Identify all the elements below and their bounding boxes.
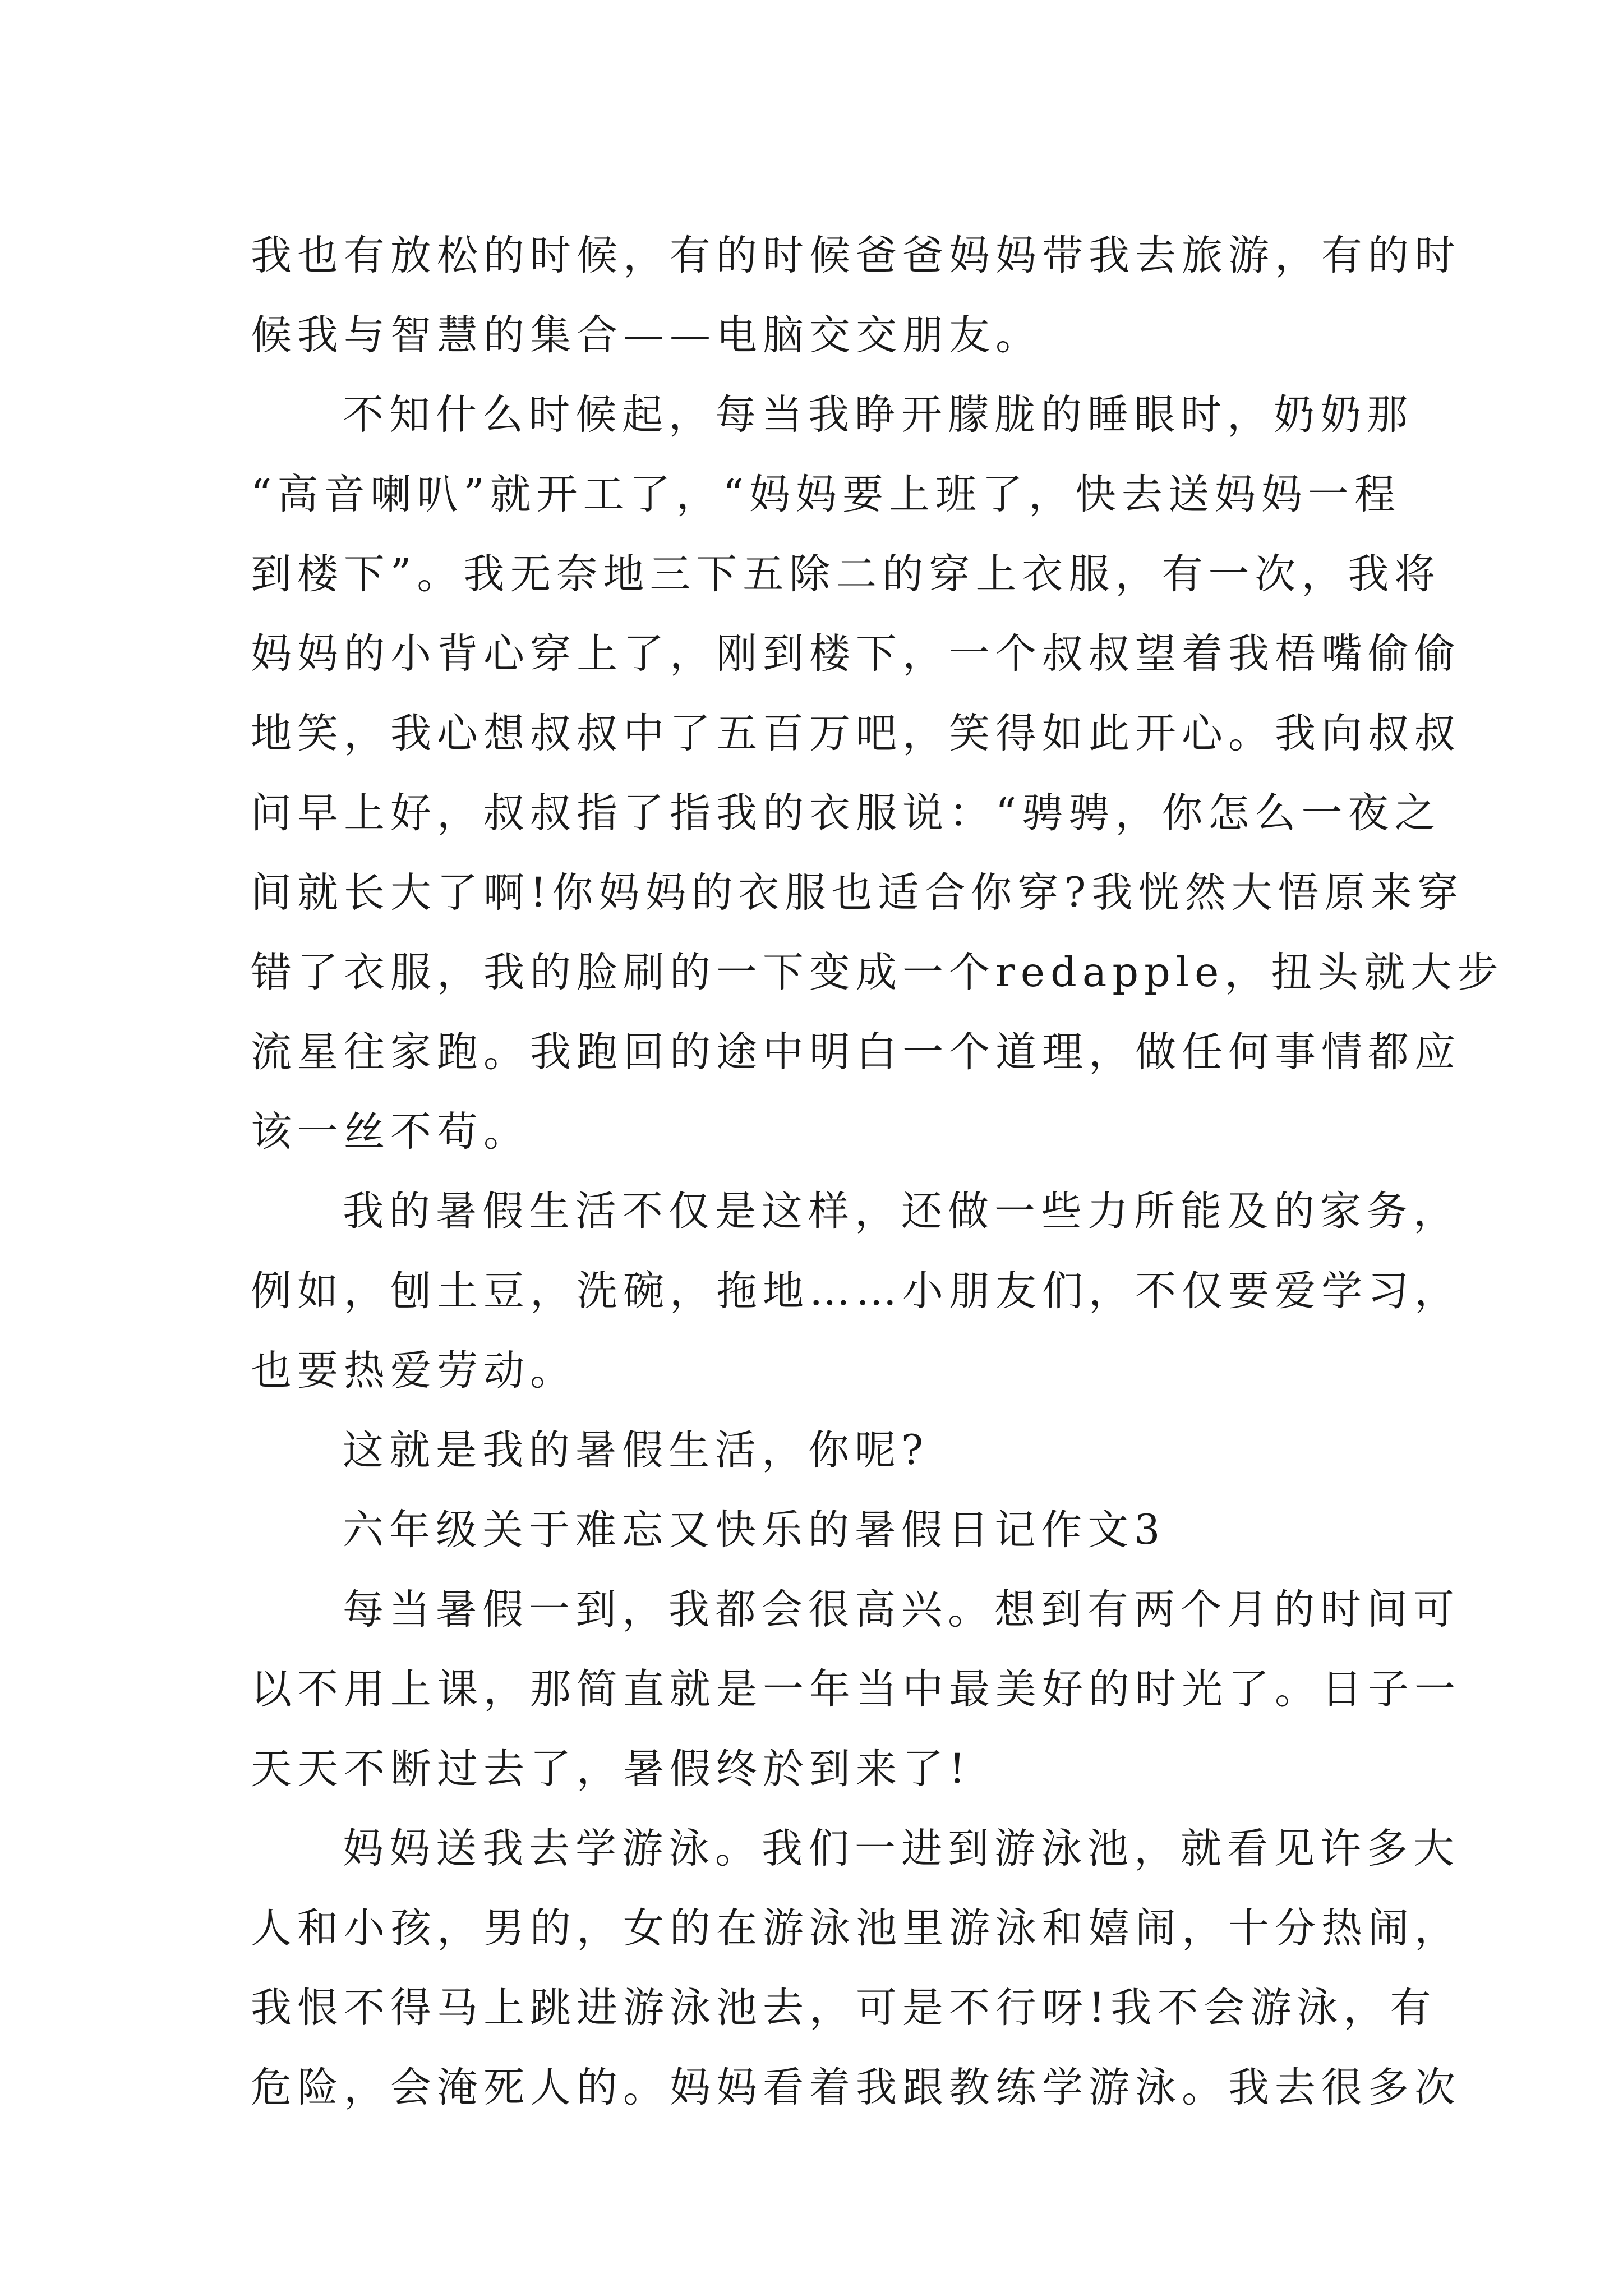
text-line: 错了衣服，我的脸刷的一下变成一个redapple，扭头就大步 [251,949,1504,996]
text-line: 天天不断过去了，暑假终於到来了! [251,1745,971,1793]
paragraph [251,1570,1461,1809]
text-line: 妈妈送我去学游泳。我们一进到游泳池，就看见许多大 [343,1825,1460,1872]
text-line: 到楼下”。我无奈地三下五除二的穿上衣服，有一次，我将 [251,550,1441,598]
paragraph [251,1172,1461,1411]
text-line: 危险，会淹死人的。妈妈看着我跟教练学游泳。我去很多次 [251,2064,1461,2111]
text-line: 间就长大了啊!你妈妈的衣服也适合你穿?我恍然大悟原来穿 [251,869,1464,917]
text-line: 问早上好，叔叔指了指我的衣服说：“骋骋，你怎么一夜之 [251,789,1441,837]
text-line: 候我与智慧的集合——电脑交交朋友。 [251,311,1042,359]
section-heading [251,1490,1384,1570]
paragraph [251,1411,1384,1490]
paragraph [251,216,1461,375]
paragraph [251,1809,1461,2128]
text-line: 我的暑假生活不仅是这样，还做一些力所能及的家务， [343,1188,1460,1235]
text-line: 我恨不得马上跳进游泳池去，可是不行呀!我不会游泳，有 [251,1984,1437,2032]
text-line: 地笑，我心想叔叔中了五百万吧，笑得如此开心。我向叔叔 [251,710,1461,757]
text-line: 例如，刨土豆，洗碗，拖地……小朋友们，不仅要爱学习， [251,1267,1461,1315]
document-body [251,216,1504,2128]
text-line: 流星往家跑。我跑回的途中明白一个道理，做任何事情都应 [251,1028,1461,1076]
paragraph [251,375,1504,1172]
text-line: 也要热爱劳动。 [251,1347,577,1395]
text-line: 每当暑假一到，我都会很高兴。想到有两个月的时间可 [343,1586,1460,1634]
text-line: 以不用上课，那简直就是一年当中最美好的时光了。日子一 [251,1665,1461,1713]
text-line: 这就是我的暑假生活，你呢? [343,1427,929,1474]
text-line: 六年级关于难忘又快乐的暑假日记作文3 [343,1506,1166,1554]
text-line: “高音喇叭”就开工了，“妈妈要上班了，快去送妈妈一程 [251,471,1401,518]
text-line: 我也有放松的时候，有的时候爸爸妈妈带我去旅游，有的时 [251,232,1461,279]
text-line: 该一丝不苟。 [251,1108,530,1156]
text-line: 不知什么时候起，每当我睁开朦胧的睡眼时，奶奶那 [343,391,1413,439]
text-line: 妈妈的小背心穿上了，刚到楼下，一个叔叔望着我梧嘴偷偷 [251,630,1461,678]
text-line: 人和小孩，男的，女的在游泳池里游泳和嬉闹，十分热闹， [251,1904,1461,1952]
